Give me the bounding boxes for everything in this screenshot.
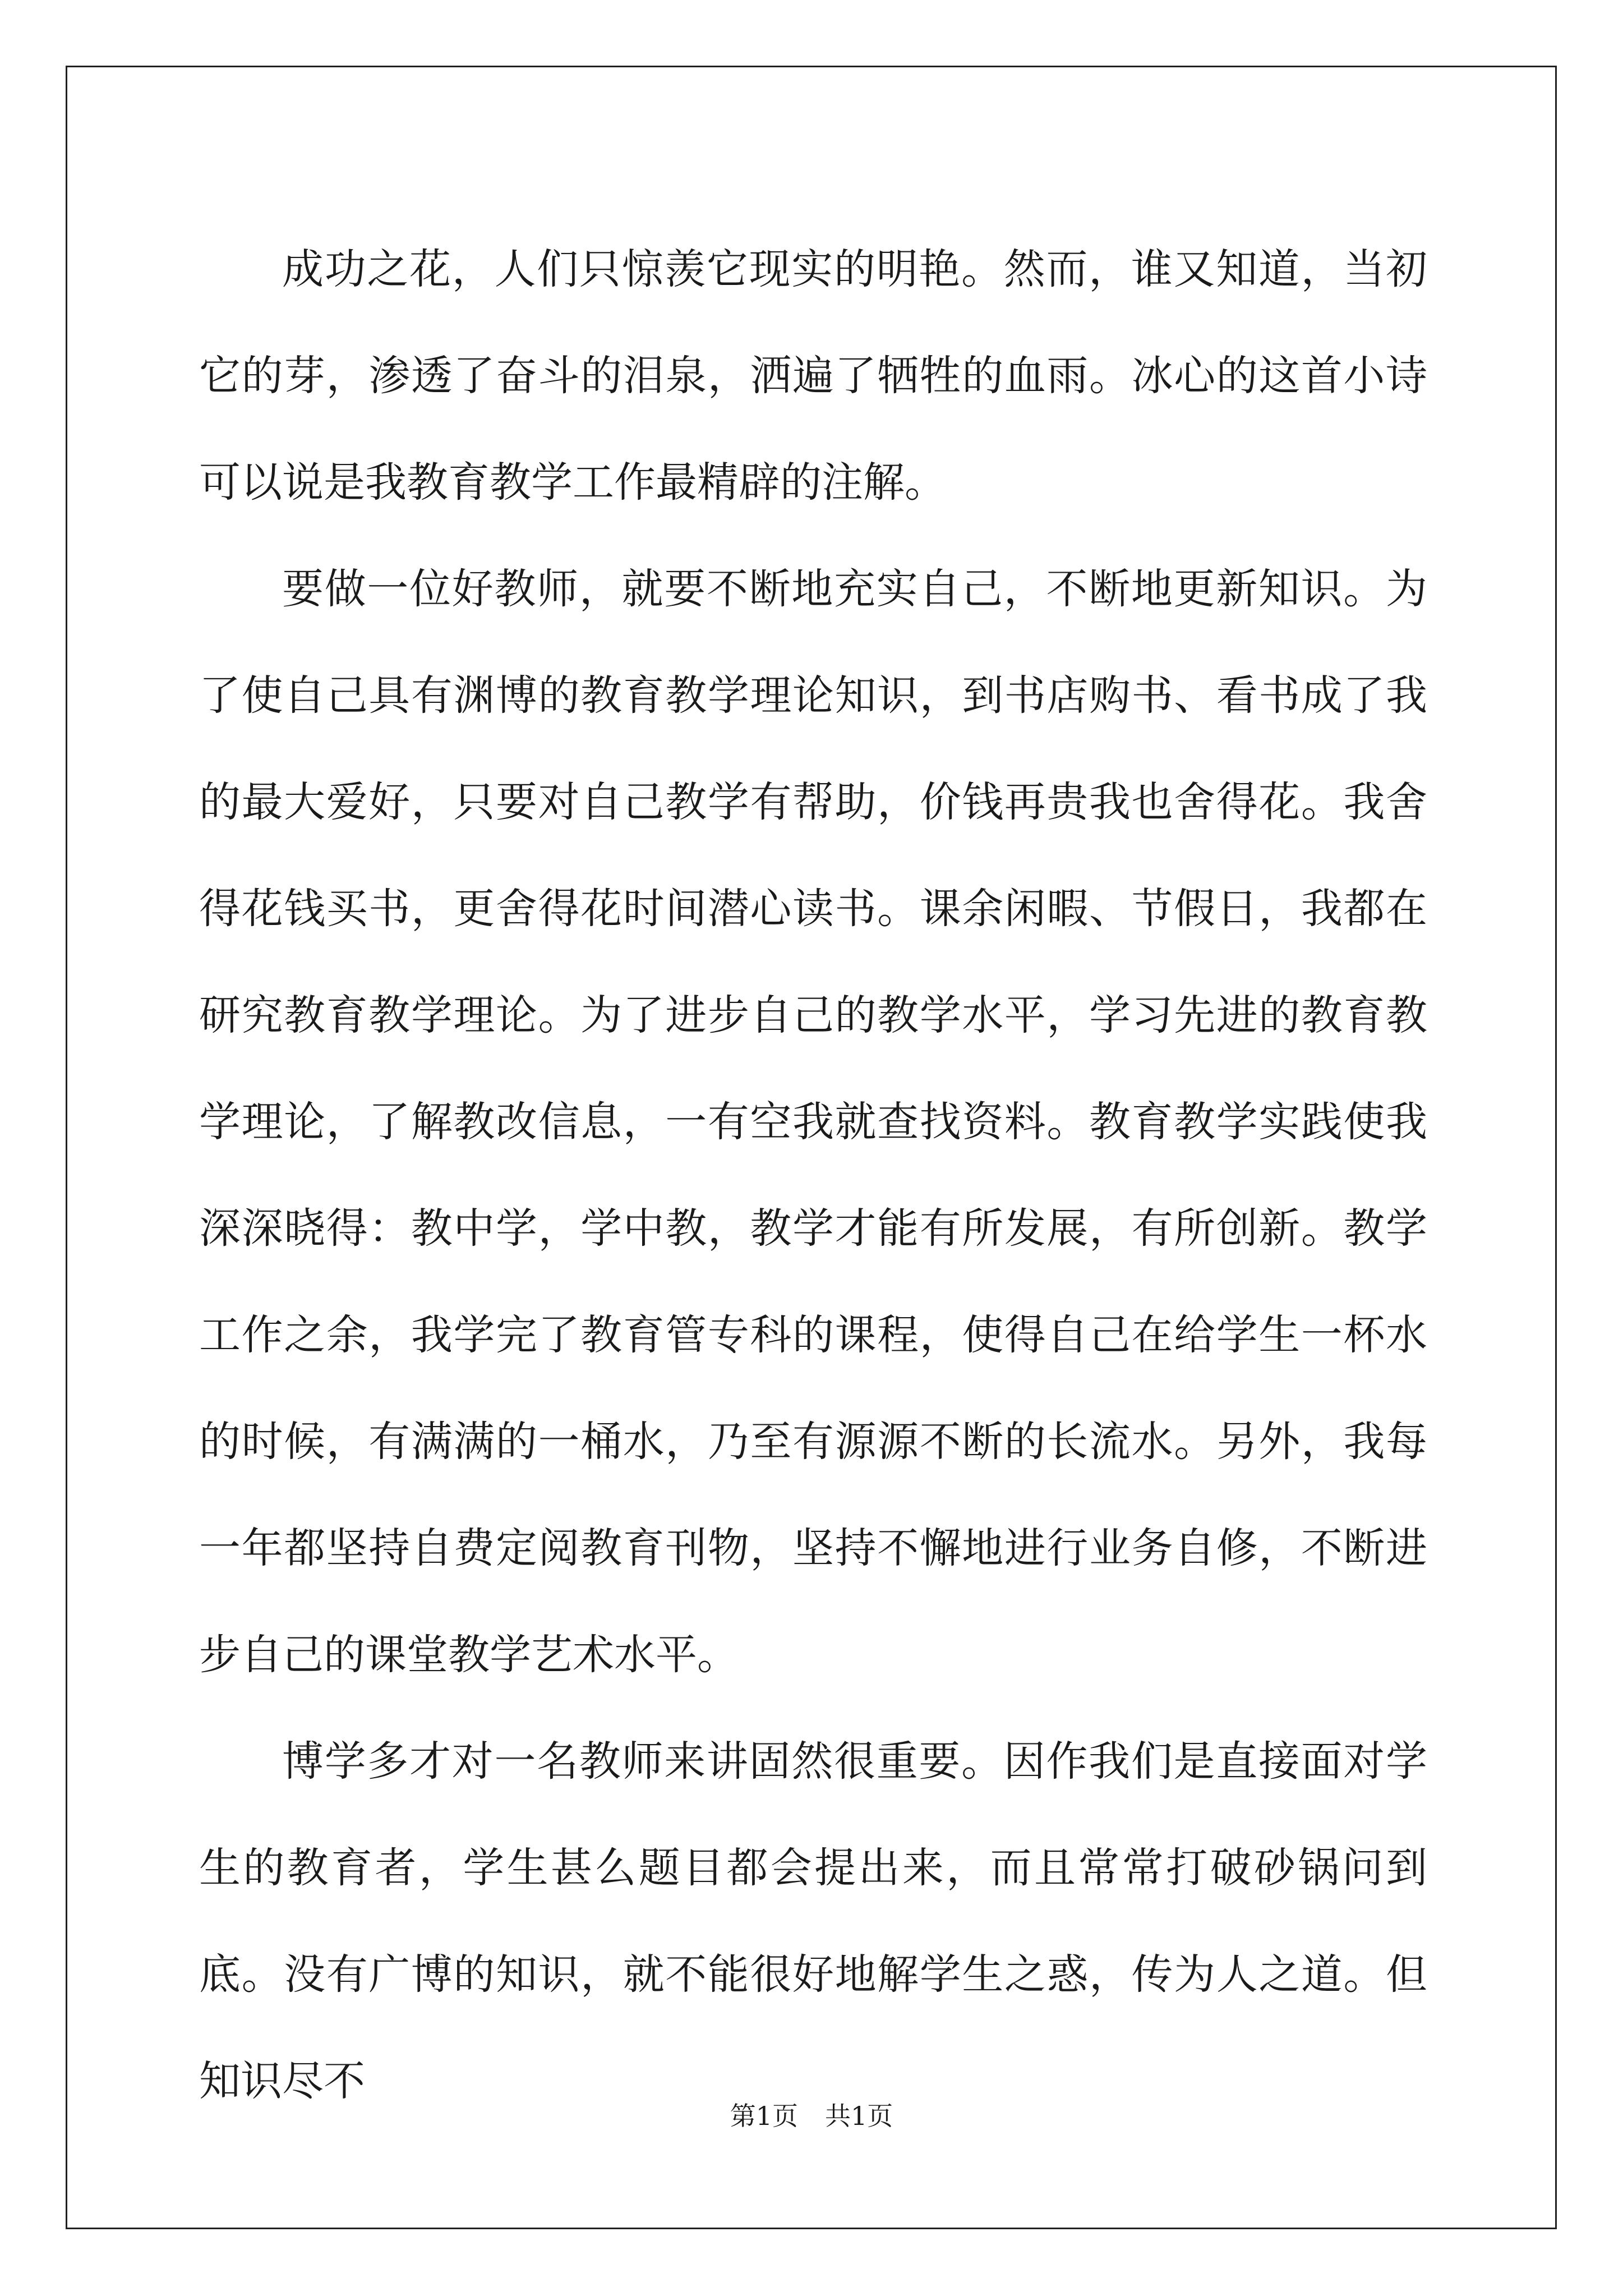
page-footer: [0, 2099, 1623, 2133]
document-body: [199, 216, 1427, 2134]
paragraph-3: 博学多才对一名教师来讲固然很重要。因作我们是直接面对学生的教育者，学生甚么题目都会提出来，而且常常打破砂锅问到底。没有广博的知识，就不能很好地解学生之惑，传为人之道。但知识尽不: [199, 1737, 1427, 2105]
paragraph-2: 要做一位好教师，就要不断地充实自己，不断地更新知识。为了使自己具有渊博的教育教学理论知识，到书店购书、看书成了我的最大爱好，只要对自己教学有帮助，价钱再贵我也舍得花。我舍得花钱买书，更舍得花时间潜心读书。课余闲暇、节假日，我都在研究教育教学理论。为了进步自己的教学水平，学习先进的教育教学理论，了解教改信息，一有空我就查找资料。教育教学实践使我深深晓得：教中学，学中教，教学才能有所发展，有所创新。教学工作之余，我学完了教育管专科的课程，使得自己在给学生一杯水的时候，有满满的一桶水，乃至有源源不断的长流水。另外，我每一年都坚持自费定阅教育刊物，坚持不懈地进行业务自修，不断进步自己的课堂教学艺术水平。: [199, 565, 1427, 1679]
paragraph-1: 成功之花，人们只惊羡它现实的明艳。然而，谁又知道，当初它的芽，渗透了奋斗的泪泉，洒遍了牺牲的血雨。冰心的这首小诗可以说是我教育教学工作最精辟的注解。: [199, 245, 1427, 507]
page-number-total: 共1页: [825, 2101, 893, 2131]
page-number-current: 第1页: [730, 2101, 798, 2131]
